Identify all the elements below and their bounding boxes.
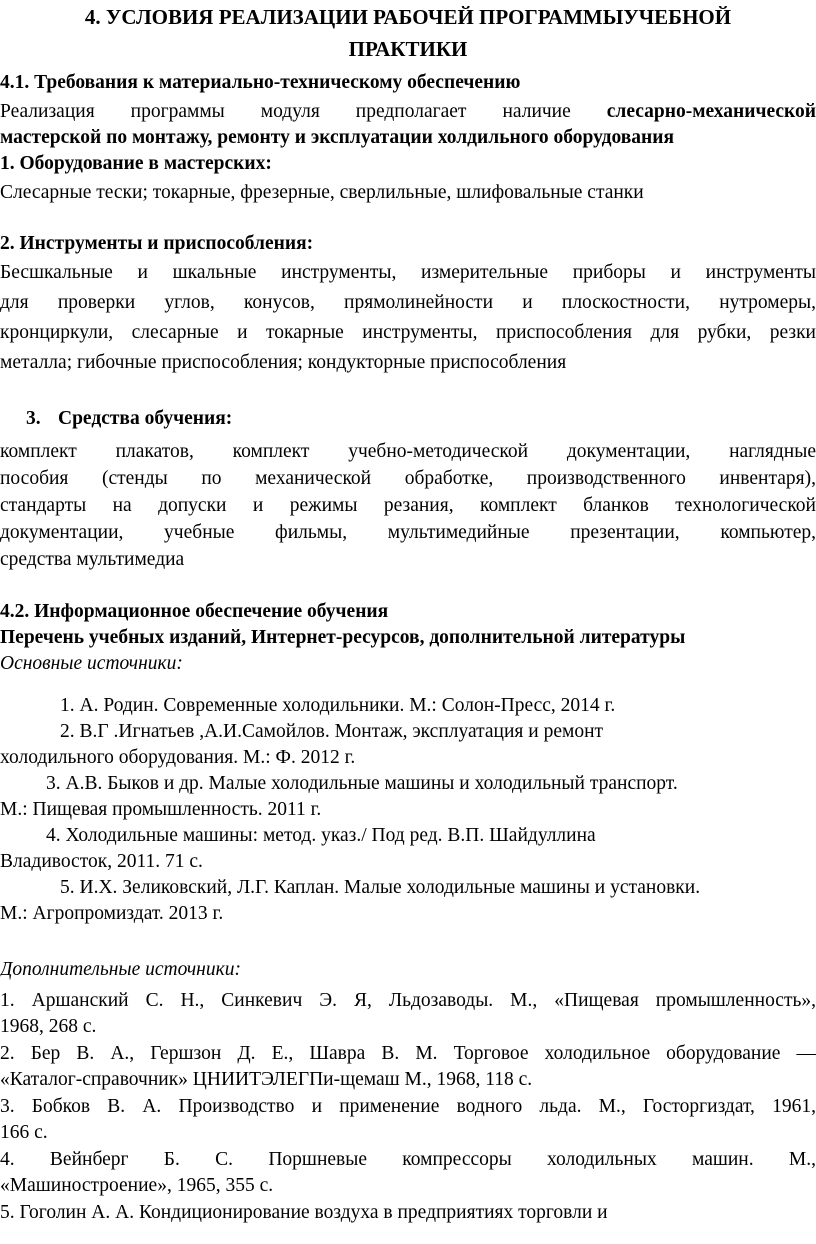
extra-source-5: 5. Гоголин А. А. Кондиционирование воздуха в предприятиях торговли и xyxy=(0,1202,608,1223)
subsection-heading-4-2: 4.2. Информационное обеспечение обучения xyxy=(0,601,389,622)
extra-source-1-cont: 1968, 268 с. xyxy=(0,1016,97,1037)
section-title: 4. УСЛОВИЯ РЕАЛИЗАЦИИ РАБОЧЕЙ ПРОГРАММЫУЧЕБНОЙ xyxy=(84,5,732,29)
means-line-2: пособия (стенды по механической обработке, производственного инвентаря), xyxy=(0,468,816,489)
extra-source-3-cont: 166 с. xyxy=(0,1122,48,1143)
tools-line-2: для проверки углов, конусов, прямолинейности и плоскостности, нутромеры, xyxy=(0,292,816,313)
main-source-3: 3. А.В. Быков и др. Малые холодильные машины и холодильный транспорт. xyxy=(46,773,678,794)
extra-sources-label: Дополнительные источники: xyxy=(0,959,241,980)
means-heading-number: 3. xyxy=(26,408,41,429)
extra-source-4: 4. Вейнберг Б. С. Поршневые компрессоры холодильных машин. М., xyxy=(0,1149,816,1170)
subsection-heading-4-1: 4.1. Требования к материально-техническому обеспечению xyxy=(0,72,521,93)
means-line-5: средства мультимедиа xyxy=(0,549,185,570)
intro-line-2: мастерской по монтажу, ремонту и эксплуатации холдильного оборудования xyxy=(0,127,675,148)
extra-source-1: 1. Аршанский С. Н., Синкевич Э. Я, Льдозаводы. М., «Пищевая промышленность», xyxy=(0,990,816,1011)
literature-heading: Перечень учебных изданий, Интернет-ресурсов, дополнительной литературы xyxy=(0,627,686,648)
extra-source-2-cont: «Каталог-справочник» ЦНИИТЭЛЕГПи-щемаш М., 1968, 118 с. xyxy=(0,1069,533,1090)
section-title-continued: ПРАКТИКИ xyxy=(348,37,468,61)
extra-source-4-cont: «Машиностроение», 1965, 355 с. xyxy=(0,1175,274,1196)
main-source-2-cont: холодильного оборудования. М.: Ф. 2012 г. xyxy=(0,747,356,768)
main-source-1: 1. А. Родин. Современные холодильники. М.: Солон-Пресс, 2014 г. xyxy=(60,695,616,716)
tools-line-4: металла; гибочные приспособления; кондукторные приспособления xyxy=(0,352,567,373)
extra-source-3: 3. Бобков В. А. Производство и применение водного льда. М., Госторгиздат, 1961, xyxy=(0,1096,816,1117)
means-heading: Средства обучения: xyxy=(58,408,233,429)
main-source-2: 2. В.Г .Игнатьев ,А.И.Самойлов. Монтаж, эксплуатация и ремонт xyxy=(60,721,604,742)
intro-text: Реализация программы модуля предполагает наличие xyxy=(0,101,571,122)
intro-line-1 xyxy=(0,99,816,125)
tools-line-3: кронциркули, слесарные и токарные инструменты, приспособления для рубки, резки xyxy=(0,322,816,343)
intro-emphasis: слесарно-механической xyxy=(606,101,816,122)
equipment-heading: 1. Оборудование в мастерских: xyxy=(0,153,272,174)
tools-line-1: Бесшкальные и шкальные инструменты, измерительные приборы и инструменты xyxy=(0,262,816,283)
extra-source-2: 2. Бер В. А., Гершзон Д. Е., Шавра В. М. Торговое холодильное оборудование — xyxy=(0,1043,816,1064)
means-line-1: комплект плакатов, комплект учебно-методической документации, наглядные xyxy=(0,441,816,462)
equipment-text: Слесарные тески; токарные, фрезерные, сверлильные, шлифовальные станки xyxy=(0,182,644,203)
main-source-3-cont: М.: Пищевая промышленность. 2011 г. xyxy=(0,799,322,820)
main-sources-label: Основные источники: xyxy=(0,653,183,674)
main-source-5-cont: М.: Агропромиздат. 2013 г. xyxy=(0,903,224,924)
means-line-3: стандарты на допуски и режимы резания, комплект бланков технологической xyxy=(0,495,816,516)
tools-heading: 2. Инструменты и приспособления: xyxy=(0,233,314,254)
means-line-4: документации, учебные фильмы, мультимедийные презентации, компьютер, xyxy=(0,522,816,543)
main-source-4: 4. Холодильные машины: метод. указ./ Под ред. В.П. Шайдуллина xyxy=(46,825,596,846)
main-source-5: 5. И.Х. Зеликовский, Л.Г. Каплан. Малые холодильные машины и установки. xyxy=(60,877,701,898)
main-source-4-cont: Владивосток, 2011. 71 с. xyxy=(0,851,203,872)
